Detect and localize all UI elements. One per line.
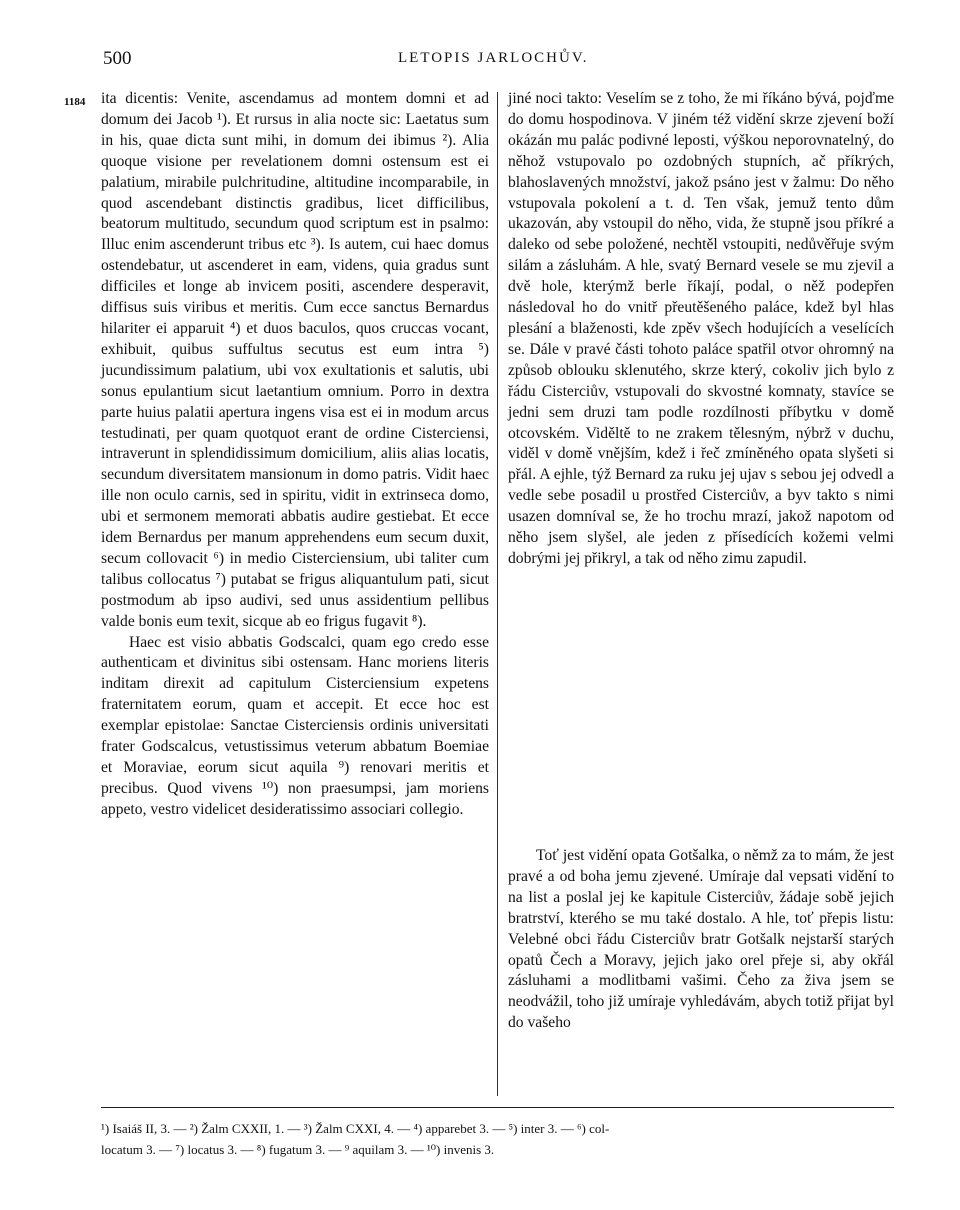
- margin-year: 1184: [64, 96, 86, 108]
- running-title: LETOPIS JARLOCHŮV.: [398, 50, 589, 66]
- column-divider: [497, 92, 498, 1096]
- czech-paragraph-1: jiné noci takto: Veselím se z toho, že mi říkáno bývá, pojďme do domu hospodinova. V jiném též vidění skrze zjevení boží okázán mu palác podivné leposti, výškou neporovnatelný, do něhož vstupovalo po ozdobných stupních, ač příkrých, blahoslavených množství, jakož psáno jest v žalmu: Do něho vstupovala pokolení a t. d. Ten však, jemuž tento dům ukazován, aby vstoupil do něho, vida, že stupně jsou příkré a daleko od sebe položené, nechtěl vstoupiti, nedůvěřuje svým silám a zásluhám. A hle, svatý Bernard vesele se mu zjevil a dvě hole, kterýmž berle říkají, podal, o něž podepřen následoval ho do vnitř přeutěšeného paláce, kdež byl hlas plesání a blaženosti, kde zpěv všech hodujících a veselících se. Dále v pravé části tohoto paláce spatřil otvor ohromný na způsob oblouku sklenutého, skrze který, cokoliv jich bylo z řádu Cisterciův, vstupovali do skvostné komnaty, stavíce se jedni sem druzi tam podle rozdílnosti příbytku v domě otcovském. Viděltě to ne zrakem tělesným, nýbrž v duchu, viděl v domě vnějším, kdež i řeč zmíněného opata slyšeti si přál. A ejhle, týž Bernard za ruku jej ujav s sebou jej odvedl a vedle sebe posadil u prostřed Cisterciův, a byv takto s nimi usazen domníval se, že ho trochu mrazí, jakož napotom od něho jsem slyšel, ale jeden z přísedících kožemi velmi dobrými jej přikryl, a tak od něho zimu zapudil.: [508, 90, 894, 567]
- footnote-line: ¹) Isaiáš II, 3. — ²) Žalm CXXII, 1. — ³) Žalm CXXI, 4. — ⁴) apparebet 3. — ⁵) inter 3. — ⁶) col-: [101, 1121, 610, 1136]
- latin-paragraph-2: Haec est visio abbatis Godscalci, quam ego credo esse authenticam et divinitus sibi ostensam. Hanc moriens literis inditam direxit ad capitulum Cisterciensium expetens fraternitatem eorum, quam et accepit. Et ecce hoc est exemplar epistolae: Sanctae Cisterciensis ordinis universitati frater Godscalcus, vetustissimus veterum abbatum Boemiae et Moraviae, eorum sicut aquila ⁹) renovari meritis et precibus. Quod vivens ¹⁰) non praesumpsi, jam moriens appeto, vestro videlicet desideratissimo associari collegio.: [101, 633, 489, 818]
- latin-column: [101, 89, 489, 821]
- latin-paragraph-1: ita dicentis: Venite, ascendamus ad montem domni et ad domum dei Jacob ¹). Et rursus in alia nocte sic: Laetatus sum in his, quae dicta sunt mihi, in domum dei ibimus ²). Alia quoque visione per revelationem domni ostensum est ei palatium, mirabile pulchritudine, altitudine incomparabile, in quod ascendebant distinctis gradibus, licet difficilibus, beatorum multitudo, secundum quod scriptum est in psalmo: Illuc enim ascenderunt tribus etc ³). Is autem, cui haec domus ostendebatur, ut ascenderet in eam, videns, quia gradus sunt difficiles et longe ab invicem positi, ascendere desperavit, diffisus suis viribus et meritis. Cum ecce sanctus Bernardus hilariter ei apparuit ⁴) et duos baculos, quos cruccas vocant, exhibuit, quibus suffultus secutus est eum intra ⁵) jucundissimum palatium, ubi vox exultationis et salutis, ubi sonus epulantium sicut laetantium omnium. Porro in dextra parte huius palatii apertura ingens visa est ei in modum arcus testudinati, per quam quotquot erant de ordine Cisterciensi, intraverunt in splendidissimum domicilium, aliis alias locatis, secundum diversitatem mansionum in domo patris. Vidit haec ille non oculo carnis, sed in spiritu, vidit in extrinseca domo, ubi et sermonem memorati abbatis audire gestiebat. Et ecce idem Bernardus per manum apprehendens eum secum duxit, secum collovacit ⁶) in medio Cisterciensium, ubi taliter cum talibus collocatus ⁷) putabat se frigus aliquantulum pati, sicut postmodum ab ipso audivi, sed unus assidentium pellibus valde bonis eum texit, sicque ab eo frigus fugavit ⁸).: [101, 90, 489, 630]
- page-number: 500: [103, 48, 132, 69]
- footnote-rule: [101, 1107, 894, 1108]
- czech-column: [508, 89, 894, 570]
- footnotes: [101, 1118, 894, 1160]
- footnote-line: locatum 3. — ⁷) locatus 3. — ⁸) fugatum 3. — ⁹ aquilam 3. — ¹⁰) invenis 3.: [101, 1142, 495, 1157]
- czech-paragraph-2: Toť jest vidění opata Gotšalka, o němž za to mám, že jest pravé a od boha jemu zjevené. Umíraje dal vepsati vidění to na list a poslal jej ke kapitule Cisterciův, žádaje sobě jejich bratrství, kterého se mu také dostalo. A hle, toť přepis listu: Velebné obci řádu Cisterciův bratr Gotšalk nejstarší starých opatů Čech a Moravy, jejich jako orel přeje si, aby okřál zásluhami a modlitbami vašimi. Čeho za živa jsem se neodvážil, toho již umíraje vyhledávám, abych totiž přijat byl do vašeho: [508, 847, 894, 1032]
